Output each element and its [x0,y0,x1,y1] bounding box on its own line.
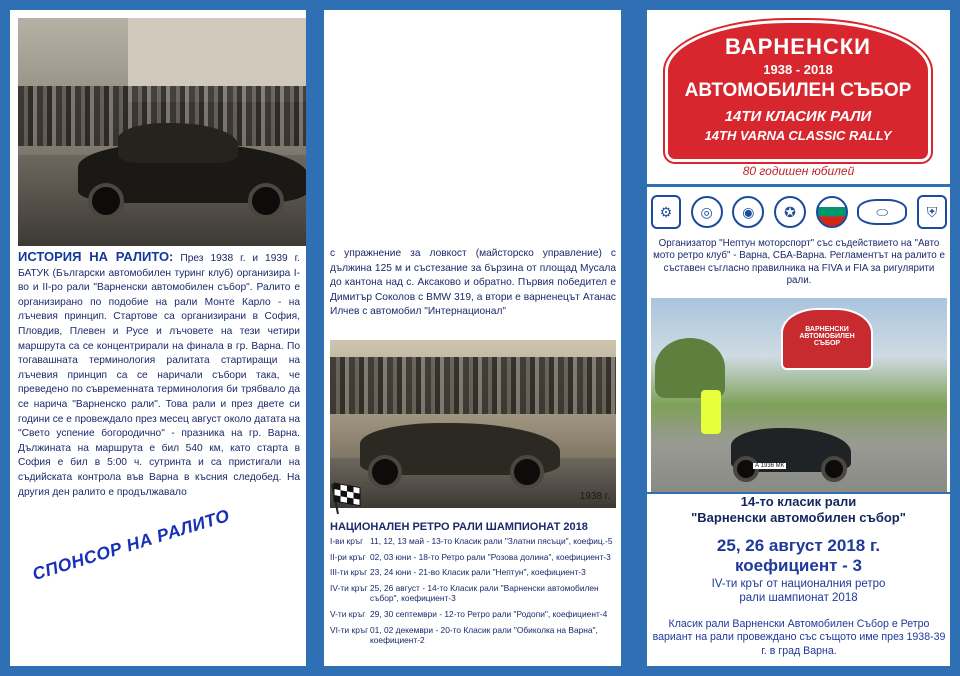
modern-rally-photo [651,298,947,492]
event-banner: ВАРНЕНСКИ АВТОМОБИЛЕН СЪБОР [799,326,855,347]
round-row: VI-ти кръг 01, 02 декември - 20-то Класик рали "Обиколка на Варна", коефициент-2 [330,624,598,646]
round-row: IV-ти кръг 25, 26 август - 14-то Класик рали "Варненски автомобилен събор", коефициент-3 [330,582,599,604]
jubilee-text: 80 годишен юбилей [742,164,855,178]
history-heading: ИСТОРИЯ НА РАЛИТО: [18,249,174,264]
photo-year: 1938 г. [579,491,610,502]
panel-history [10,10,306,666]
event-note: Класик рали Варненски Автомобилен Събор е Ретро вариант на рали провеждано със същото име през 1938-39 г. в град Варна. [652,618,946,657]
panel-event [647,10,950,666]
license-plate: А 1936 МК [755,463,785,469]
club-emblems [651,190,947,234]
round-row: III-ти кръг 23, 24 юни - 21-во Класик рали "Нептун", коефициент-3 [330,567,586,578]
event-coefficient: коефициент - 3 [735,556,862,575]
continuation-text: с упражнение за ловкост (майсторско управление) с дължина 125 м и състезание за бързина от площад Мусала до кантона над с. Аксаково и обратно. Първия победител е Димитър Соколов с BMW 319, а втори е варненецът Атанас Илчев с автомобил "Интернационал" [330,248,616,318]
rally-start-photo [18,18,306,246]
rounds-list [330,536,617,651]
panel-championship [324,10,621,666]
history-text [18,250,300,500]
motor-club-icon: ⬭ [857,199,907,225]
bulgarian-flag-icon [816,196,848,228]
event-round: IV-ти кръг от националния ретро рали шампионат 2018 [711,578,886,604]
event-name: "Варненски автомобилен събор" [691,510,906,525]
event-date: 25, 26 август 2018 г. [716,536,881,555]
club-emblem-icon: ⚙ [651,195,681,229]
checkered-flag-icon [328,480,364,514]
retro-club-icon: ✪ [774,196,806,228]
steering-wheel-icon: ◎ [691,196,723,228]
rally-logo: ВАРНЕНСКИ 1938 - 2018 АВТОМОБИЛЕН СЪБОР 14ТИ КЛАСИК РАЛИ 14TH VARNA CLASSIC RALLY [665,20,931,162]
championship-title: НАЦИОНАЛЕН РЕТРО РАЛИ ШАМПИОНАТ 2018 [330,521,588,533]
steering-wheel-icon: ◉ [732,196,764,228]
organizer-text: Организатор "Нептун моторспорт" със съдействието на "Авто мото ретро клуб" - Варна, СБА-Варна. Регламентът на ралито е съставен съгласно правилника на FIVA и FIA за ригулярити рали. [653,238,945,287]
round-row: II-ри кръг 02, 03 юни - 18-то Ретро рали "Розова долина", коефициент-3 [330,551,611,562]
sponsor-label: СПОНСОР НА РАЛИТО [30,505,232,585]
bmw-photo [330,340,616,508]
round-row: I-ви кръг 11, 12, 13 май - 13-то Класик рали "Златни пясъци", коефиц.-5 [330,536,613,546]
varna-crest-icon: ⛨ [917,195,947,229]
event-title: 14-то класик рали [740,494,857,509]
round-row: V-ти кръг 29, 30 септември - 12-то Ретро рали "Родопи", коефициент-4 [330,608,608,619]
history-body: През 1938 г. и 1939 г. БАТУК (Български автомобилен туринг клуб) организира I-во и II-ро рали "Варненски автомобилен събор". Ралито е организирано по подобие на рали Монте Карло - на лъчевия принцип. Стартове са организирани в София, Пловдив, Плевен и Русе и лъчовете на тези четири маршрута са се концентрирали на финала в гр. Варна. По тогавашната терминология ралитата стартиращи на лъчевия принцип са се наричали събори така, че преведено по съвременната терминология би трябвало да се нарича "Варненско рали". Това рали и през двете си години се е провеждало през месец август около датата на "Свето успение богородично" - празника на гр. Варна. Дължината на маршрута е бил 540 км, като старта в София е бил в 5:00 ч. сутринта и са пристигали на съдийската контрола във Варна в късния следобед. На другия ден ралито е продължавало [18,253,301,498]
